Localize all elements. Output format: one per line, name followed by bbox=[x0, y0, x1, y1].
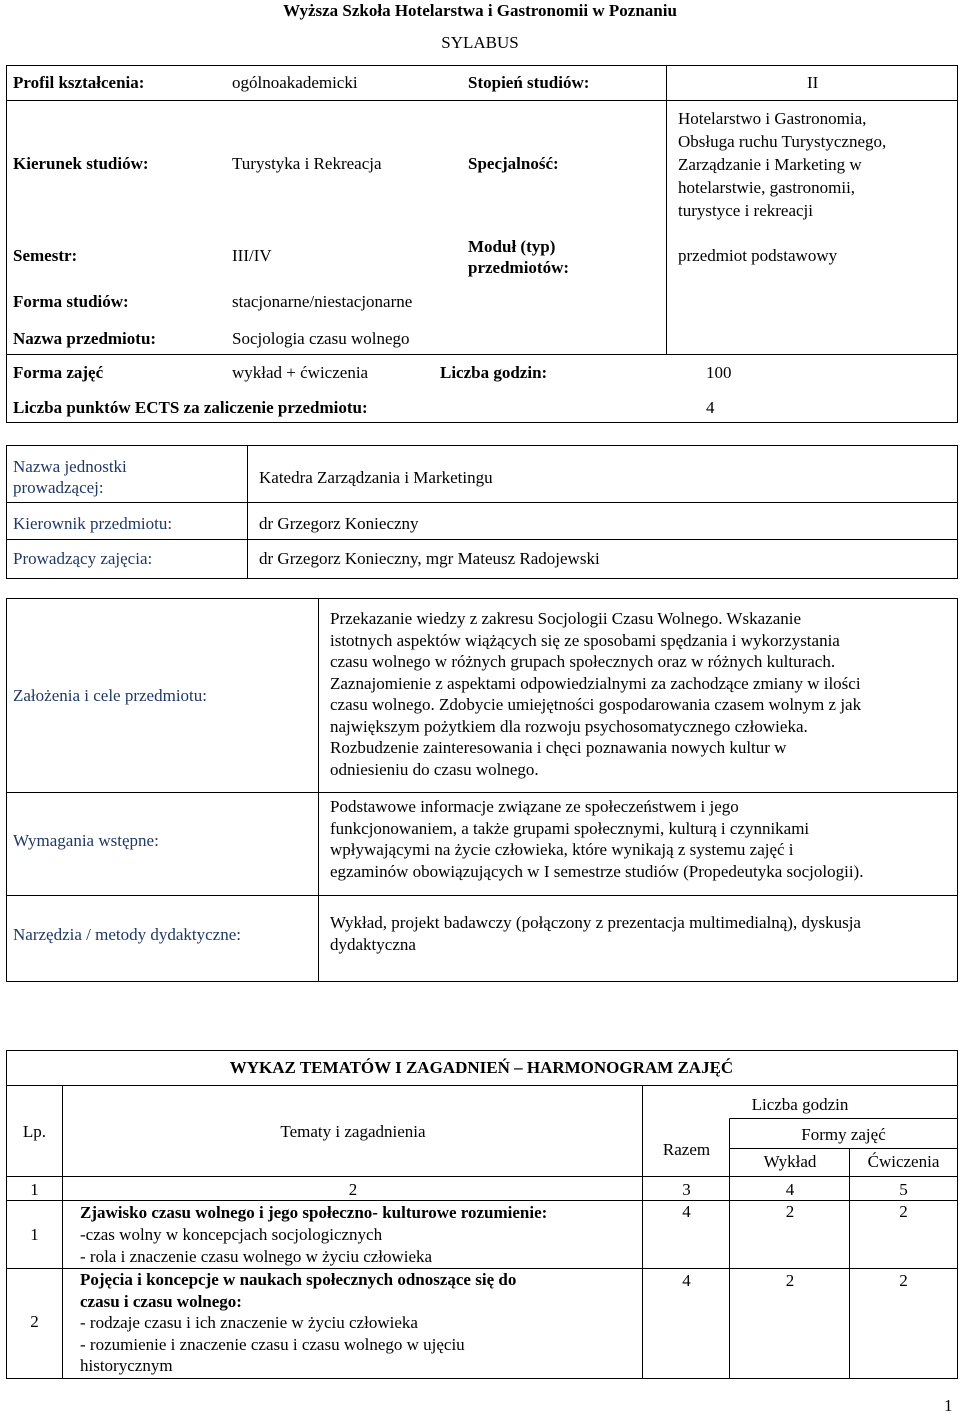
specialty-line: turystyce i rekreacji bbox=[678, 201, 813, 220]
degree-value: II bbox=[807, 73, 819, 92]
col-lp-header: Lp. bbox=[22, 1122, 47, 1141]
tools-line: Wykład, projekt badawczy (połączony z prezentacja multimedialną), dyskusja bbox=[330, 913, 861, 932]
row-lecture: 2 bbox=[785, 1202, 795, 1221]
col-hours-header: Liczba godzin bbox=[751, 1095, 849, 1114]
col-number: 2 bbox=[348, 1180, 358, 1199]
specialty-value bbox=[678, 107, 886, 222]
semester-value: III/IV bbox=[232, 246, 272, 265]
ects-value: 4 bbox=[706, 398, 715, 417]
row-total: 4 bbox=[682, 1202, 691, 1221]
row-exercises: 2 bbox=[899, 1271, 908, 1290]
hours-label: Liczba godzin: bbox=[440, 363, 548, 382]
col-exercises-header: Ćwiczenia bbox=[867, 1152, 940, 1171]
goals-text bbox=[330, 608, 861, 780]
goals-line: czasu wolnego. Zdobycie umiejętności gospodarowania czasem wolnym z jak bbox=[330, 695, 862, 714]
row-topic-item: historycznym bbox=[80, 1356, 173, 1375]
requirements-line: Podstawowe informacje związane ze społeczeństwem i jego bbox=[330, 797, 739, 816]
specialty-line: Hotelarstwo i Gastronomia, bbox=[678, 109, 867, 128]
goals-line: Przekazanie wiedzy z zakresu Socjologii Czasu Wolnego. Wskazanie bbox=[330, 609, 802, 628]
unit-label bbox=[13, 456, 127, 498]
subject-label: Nazwa przedmiotu: bbox=[13, 329, 157, 348]
semester-label: Semestr: bbox=[13, 246, 78, 265]
subject-value: Socjologia czasu wolnego bbox=[232, 329, 410, 348]
row-topic-item: -czas wolny w koncepcjach socjologicznych bbox=[80, 1225, 383, 1244]
head-label: Kierownik przedmiotu: bbox=[13, 514, 173, 533]
goals-line: odniesieniu do czasu wolnego. bbox=[330, 759, 539, 779]
col-forms-header: Formy zajęć bbox=[801, 1125, 886, 1144]
head-value: dr Grzegorz Konieczny bbox=[259, 514, 419, 533]
document-title: SYLABUS bbox=[441, 33, 519, 52]
profile-value: ogólnoakademicki bbox=[232, 73, 358, 92]
specialty-line: Obsługa ruchu Turystycznego, bbox=[678, 132, 887, 151]
module-value: przedmiot podstawowy bbox=[678, 246, 838, 265]
unit-label-line: prowadzącej: bbox=[13, 478, 104, 497]
row-total: 4 bbox=[682, 1271, 691, 1290]
row-topic-item: - rozumienie i znaczenie czasu i czasu wolnego w ujęciu bbox=[80, 1334, 465, 1354]
row-exercises: 2 bbox=[899, 1202, 908, 1221]
goals-label: Założenia i cele przedmiotu: bbox=[13, 686, 207, 705]
row-topic-title: Pojęcia i koncepcje w naukach społecznych odnoszące się do bbox=[80, 1270, 517, 1289]
requirements-line: funkcjonowaniem, a także grupami społecznymi, kulturą i czynnikami bbox=[330, 818, 810, 838]
page-number: 1 bbox=[944, 1396, 953, 1415]
school-name: Wyższa Szkoła Hotelarstwa i Gastronomii w Poznaniu bbox=[283, 1, 677, 20]
specialty-line: hotelarstwie, gastronomii, bbox=[678, 178, 856, 197]
col-number: 1 bbox=[30, 1180, 39, 1199]
col-number: 5 bbox=[899, 1180, 908, 1199]
goals-line: Zaznajomienie z aspektami odpowiedzialnymi za zachodzące zmiany w ilości bbox=[330, 673, 861, 693]
col-number: 3 bbox=[682, 1180, 691, 1199]
tools-label: Narzędzia / metody dydaktyczne: bbox=[13, 925, 241, 944]
module-label-line: Moduł (typ) bbox=[468, 237, 556, 256]
col-topics-header: Tematy i zagadnienia bbox=[280, 1122, 426, 1141]
direction-label: Kierunek studiów: bbox=[13, 154, 149, 173]
specialty-line: Zarządzanie i Marketing w bbox=[678, 155, 862, 174]
col-lecture-header: Wykład bbox=[763, 1152, 817, 1171]
schedule-title: WYKAZ TEMATÓW I ZAGADNIEŃ – HARMONOGRAM ZAJĘĆ bbox=[229, 1058, 734, 1077]
degree-label: Stopień studiów: bbox=[468, 73, 590, 92]
row-topic bbox=[80, 1269, 516, 1377]
class-form-label: Forma zajęć bbox=[13, 363, 104, 382]
row-topic bbox=[80, 1202, 547, 1268]
module-label bbox=[468, 236, 569, 278]
specialty-label: Specjalność: bbox=[468, 154, 559, 173]
requirements-label: Wymagania wstępne: bbox=[13, 831, 159, 850]
row-lp: 1 bbox=[30, 1225, 39, 1244]
form-studies-value: stacjonarne/niestacjonarne bbox=[232, 292, 413, 311]
tools-text bbox=[330, 912, 861, 955]
module-label-line: przedmiotów: bbox=[468, 258, 570, 277]
profile-label: Profil kształcenia: bbox=[13, 73, 145, 92]
row-topic-item: - rodzaje czasu i ich znaczenie w życiu człowieka bbox=[80, 1313, 418, 1332]
hours-value: 100 bbox=[706, 363, 732, 382]
class-form-value: wykład + ćwiczenia bbox=[232, 363, 369, 382]
direction-value: Turystyka i Rekreacja bbox=[232, 154, 382, 173]
col-total-header: Razem bbox=[662, 1140, 711, 1159]
goals-line: największym pożytkiem dla rozwoju psychosomatycznego człowieka. bbox=[330, 716, 808, 736]
form-studies-label: Forma studiów: bbox=[13, 292, 129, 311]
requirements-line: egzaminów obowiązujących w I semestrze studiów (Propedeutyka socjologii). bbox=[330, 861, 864, 881]
requirements-line: wpływającymi na życie człowieka, które wynikają z systemu zajęć i bbox=[330, 840, 794, 859]
requirements-text bbox=[330, 796, 863, 882]
teachers-value: dr Grzegorz Konieczny, mgr Mateusz Radojewski bbox=[259, 549, 600, 568]
goals-line: istotnych aspektów wiążących się ze sposobami spędzania i wykorzystania bbox=[330, 630, 840, 650]
row-lp: 2 bbox=[30, 1312, 39, 1331]
col-number: 4 bbox=[785, 1180, 795, 1199]
row-topic-item: - rola i znaczenie czasu wolnego w życiu człowieka bbox=[80, 1247, 433, 1266]
goals-line: czasu wolnego w różnych grupach społecznych oraz w różnych kulturach. bbox=[330, 652, 836, 671]
tools-line: dydaktyczna bbox=[330, 934, 416, 954]
unit-value: Katedra Zarządzania i Marketingu bbox=[259, 468, 493, 487]
row-topic-title: Zjawisko czasu wolnego i jego społeczno- kulturowe rozumienie: bbox=[80, 1203, 548, 1222]
goals-line: Rozbudzenie zainteresowania i chęci poznawania nowych kultur w bbox=[330, 738, 787, 757]
row-topic-title: czasu i czasu wolnego: bbox=[80, 1291, 242, 1311]
teachers-label: Prowadzący zajęcia: bbox=[13, 549, 153, 568]
ects-label: Liczba punktów ECTS za zaliczenie przedmiotu: bbox=[13, 398, 368, 417]
row-lecture: 2 bbox=[785, 1271, 795, 1290]
unit-label-line: Nazwa jednostki bbox=[13, 457, 127, 476]
